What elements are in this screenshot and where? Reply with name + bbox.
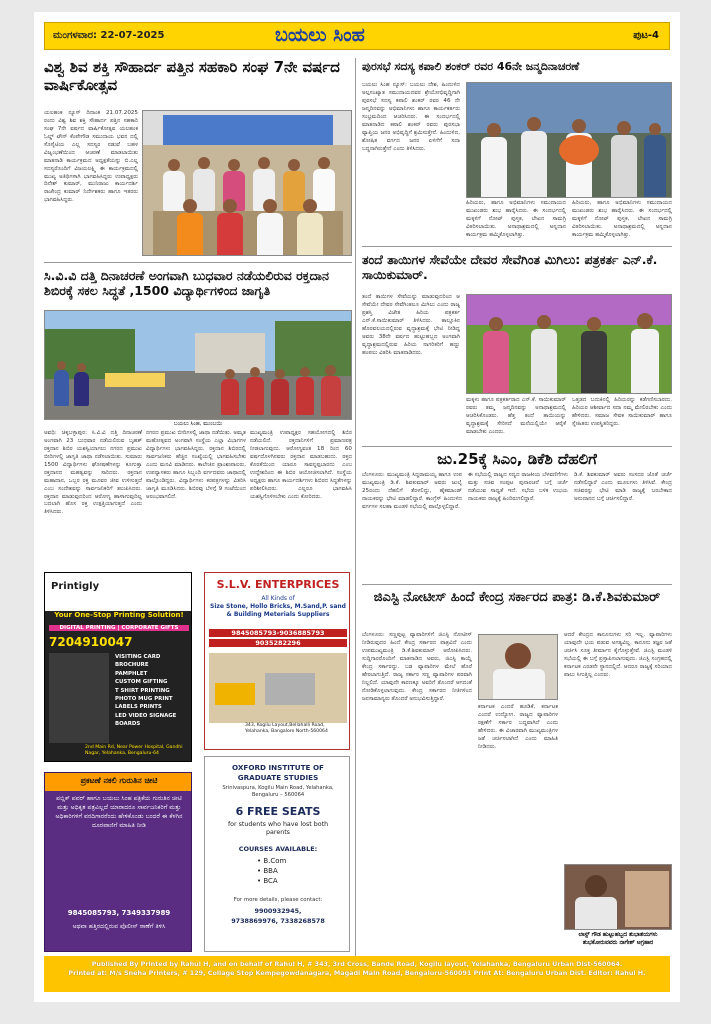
oxford-contact-label: For more details, please contact:: [233, 897, 323, 903]
oxford-seats: 6 FREE SEATS: [235, 805, 321, 818]
article-3-body: ಬಯಲು ಸಿಂಹ ನ್ಯೂಸ್: ಬಯಲು ದೇಶ, ಹಿಂದುಳಿದ ಅಲ್ಪಸಂಖ್ಯಾತ ಸಮುದಾಯದವರ ಶ್ರೇಯೋಭಿವೃದ್ಧಿಗಾಗಿ ಪುರಸಭೆ ಸದಸ್ಯ ಕಪಾಲಿ ಶಂಕರ್ ರವರ 46 ನೇ ಜನ್ಮದಿನವನ್ನು ಅಭಿಮಾನಿಗಳು ಹಾಗೂ ಕಾರ್ಯಕರ್ತರು ಸಂಭ್ರಮದಿಂದ ಆಚರಿಸಿದರು. ಈ ಸಂದರ್ಭದಲ್ಲಿ ಮಾತನಾಡಿದ ಕಪಾಲಿ ಶಂಕರ್ ರವರು ಪುರಸಭಾ ವ್ಯಾಪ್ತಿಯ ಜನರ ಅಭಿವೃದ್ಧಿಗೆ ಶ್ರಮಿಸುತ್ತೇನೆ. ಹಿಂದುಳಿದ, ಶೋಷಿತ ವರ್ಗದ ಜನರ ಏಳಿಗೆಗೆ ಸದಾ ಬದ್ಧನಾಗಿರುತ್ತೇನೆ ಎಂದು ತಿಳಿಸಿದರು.: [362, 82, 460, 152]
birthday-wish-caption: ಲಾಸ್ಟ್ ಗೌಡ ಹುಟ್ಟುಹಬ್ಬದ ಶುಭಾಶಯಗಳು ಶುಭಕೋರುವವರು ನಾಗೇಶ್ ಅಗ್ರಹಾರ: [578, 932, 658, 946]
oxford-institute-ad: [204, 756, 350, 952]
slv-items: Size Stone, Hollo Bricks, M.Sand,P. sand & Building Meterials Suppliers: [210, 603, 346, 618]
article-2-body-col3: ಮುಖ್ಯಮಂತ್ರಿ ಉಪಾಧ್ಯಕ್ಷರ ಸಹಯೋಗದಲ್ಲಿ ಶಿಬಿರ ನಡೆಯಲಿದೆ. ರಕ್ತದಾನಿಗಳಿಗೆ ಪ್ರಮಾಣಪತ್ರ ನೀಡಲಾಗುವುದು. ಆರೋಗ್ಯವಂತ 18 ರಿಂದ 60 ವರ್ಷದೊಳಗಿನವರು ರಕ್ತದಾನ ಮಾಡಬಹುದು. ರಕ್ತದ ಕೊರತೆಯಿಂದ ಯಾರೂ ಸಾವನ್ನಪ್ಪಬಾರದು ಎಂಬ ಉದ್ದೇಶದಿಂದ ಈ ಶಿಬಿರ ಆಯೋಜಿಸಲಾಗಿದೆ. ಸಂಸ್ಥೆಯ ಅಧ್ಯಕ್ಷರು ಹಾಗೂ ಕಾರ್ಯದರ್ಶಿಗಳು ಶಿಬಿರದ ಸಿದ್ಧತೆಗಳನ್ನು ಪರಿಶೀಲಿಸಿದರು. ಎಲ್ಲರೂ ಭಾಗವಹಿಸಿ ಯಶಸ್ವಿಗೊಳಿಸಬೇಕು ಎಂದು ಕೋರಿದರು.: [250, 430, 352, 500]
oxford-eligibility: for students who have lost both parents: [227, 821, 329, 837]
notice-title: ಪ್ರಕಟಣೆ ನಕಲಿ ಗುರುತಿನ ಚೀಟಿ: [45, 773, 192, 791]
article-3-body-col2: ಹಿರಿಯರು, ಹಾಗೂ ಅಭಿಮಾನಿಗಳು ಸಮುದಾಯದ ಮುಖಂಡರು ಶುಭ ಹಾರೈಸಿದರು. ಈ ಸಂದರ್ಭದಲ್ಲಿ ಮಕ್ಕಳಿಗೆ ನೋಟ್ ಪುಸ್ತಕ, ಲೇಖನ ಸಾಮಗ್ರಿ ವಿತರಿಸಲಾಯಿತು. ಅನಾಥಾಶ್ರಮದಲ್ಲಿ ಅನ್ನದಾನ ಕಾರ್ಯಕ್ರಮ ಹಮ್ಮಿಕೊಳ್ಳಲಾಗಿತ್ತು.: [466, 200, 566, 238]
slv-address: 343, Kogilu Layout,Bellahalli Road, Yelahanka, Bangalore North-560064: [245, 723, 328, 734]
article-3-body-col3: ಹಿರಿಯರು, ಹಾಗೂ ಅಭಿಮಾನಿಗಳು ಸಮುದಾಯದ ಮುಖಂಡರು ಶುಭ ಹಾರೈಸಿದರು. ಈ ಸಂದರ್ಭದಲ್ಲಿ ಮಕ್ಕಳಿಗೆ ನೋಟ್ ಪುಸ್ತಕ, ಲೇಖನ ಸಾಮಗ್ರಿ ವಿತರಿಸಲಾಯಿತು. ಅನಾಥಾಶ್ರಮದಲ್ಲಿ ಅನ್ನದಾನ ಕಾರ್ಯಕ್ರಮ ಹಮ್ಮಿಕೊಳ್ಳಲಾಗಿತ್ತು.: [572, 200, 672, 238]
article-4-body-col3: ಒತ್ತಡದ ಬದುಕಿನಲ್ಲಿ ಹಿರಿಯರನ್ನು ಕಡೆಗಣಿಸಬಾರದು. ಹಿರಿಯರ ಆಶೀರ್ವಾದ ಸದಾ ನಮ್ಮ ಮೇಲಿರಬೇಕು ಎಂದು ಹೇಳಿದರು. ಸಮಾಜ ಸೇವಕ ಸಾಯಿಕುಮಾರ್ ಹಾಗೂ ಸ್ನೇಹಿತರು ಉಪಸ್ಥಿತರಿದ್ದರು.: [572, 397, 672, 427]
printigly-tagline: Your One-Stop Printing Solution!: [54, 611, 184, 619]
imprint-line-2: Printed at: M/s Sneha Printers, # 129, Collage Stop Kempegowdanagara, Magadi Main Road, Bengaluru-560091 Print At: Bengaluru Urban Dist. Editor: Rahul H.: [68, 969, 646, 978]
birthday-wish-photo: [564, 864, 672, 930]
printigly-ad: [44, 572, 192, 762]
slv-phones: 9845085793-9036885793: [209, 629, 347, 637]
printigly-brand: Printigly: [51, 581, 100, 592]
notice-body: ಪಬ್ಲಿಕ್ ಪವರ್ ಹಾಗೂ ಬಯಲು ಸಿಂಹ ಪತ್ರಿಕೆಯ ಗುರುತಿನ ಚೀಟಿ ಮತ್ತು ಅಧಿಕೃತ ಪತ್ರವಿಲ್ಲದೆ ಯಾರಾದರೂ ಸಾರ್ವಜನಿಕರಿಗೆ ಮತ್ತು ಅಧಿಕಾರಿಗಳಿಗೆ ವರದಿಗಾರರೆಂದು ಹೇಳಿಕೊಂಡು ಬಂದರೆ ಈ ಕೆಳಗಿನ ದೂರವಾಣಿಗೆ ಮಾಹಿತಿ ನೀಡಿ: [55, 795, 183, 829]
article-5-body-col1: ಬೆಂಗಳೂರು: ಮುಖ್ಯಮಂತ್ರಿ ಸಿದ್ದರಾಮಯ್ಯ ಹಾಗೂ ಉಪ ಮುಖ್ಯಮಂತ್ರಿ ಡಿ.ಕೆ. ಶಿವಕುಮಾರ್ ಅವರು ಜುಲೈ 25ರಂದು ದೆಹಲಿಗೆ ತೆರಳಲಿದ್ದು, ಹೈಕಮಾಂಡ್ ನಾಯಕರನ್ನು ಭೇಟಿ ಮಾಡಲಿದ್ದಾರೆ. ಕಾಂಗ್ರೆಸ್ ಹಿಂದುಳಿದ ವರ್ಗಗಳ ಸಲಹಾ ಮಂಡಳಿ ಸಭೆಯಲ್ಲಿ ಪಾಲ್ಗೊಳ್ಳಲಿದ್ದಾರೆ.: [362, 472, 462, 510]
article-4-body-col2: ಮಕ್ಕಳು ಹಾಗೂ ಪತ್ರಕರ್ತರಾದ ಎನ್.ಕೆ. ಸಾಯಿಕುಮಾರ್ ರವರು ತಮ್ಮ ಜನ್ಮದಿನವನ್ನು ಅನಾಥಾಶ್ರಮದಲ್ಲಿ ಆಚರಿಸಿಕೊಂಡರು. ಹೆತ್ತ ತಂದೆ ತಾಯಿಯನ್ನು ವೃದ್ಧಾಶ್ರಮಕ್ಕೆ ಸೇರಿಸದೆ ಮನೆಯಲ್ಲಿಯೇ ಆರೈಕೆ ಮಾಡಬೇಕು ಎಂದರು.: [466, 397, 566, 435]
article-4-body: ತಂದೆ ತಾಯಿಗಳ ಸೇವೆಯನ್ನು ಮಾಡುವುದರಿಂದ ಆ ಸೇವೆಯೇ ದೇವರ ಸೇವೆಗಿಂತಲೂ ಮಿಗಿಲು ಎಂದು ರಾಜ್ಯ ಪ್ರಶಸ್ತಿ ವಿಜೇತ ಹಿರಿಯ ಪತ್ರಕರ್ತ ಎನ್.ಕೆ.ಸಾಯಿಕುಮಾರ್ ತಿಳಿಸಿದರು. ತಾಲ್ಲೂಕಿನ ಹೊರವಲಯದಲ್ಲಿರುವ ವೃದ್ಧಾಶ್ರಮಕ್ಕೆ ಭೇಟಿ ನೀಡಿದ್ದ ಅವರು 38ನೇ ವರ್ಷದ ಹುಟ್ಟುಹಬ್ಬದ ಅಂಗವಾಗಿ ವೃದ್ಧಾಶ್ರಮದಲ್ಲಿರುವ ಹಿರಿಯ ನಾಗರಿಕರಿಗೆ ಹಣ್ಣು ಹಂಪಲು ವಿತರಿಸಿ ಮಾತನಾಡಿದರು.: [362, 294, 460, 356]
birthday-garland-photo: [466, 82, 672, 198]
notice-footer: ಅಥವಾ ಹತ್ತಿರದಲ್ಲಿರುವ ಪೊಲೀಸ್ ಠಾಣೆಗೆ ತಿಳಿಸಿ: [72, 923, 166, 930]
printigly-address: 2nd Main Rd, Near Power Hospital, Gandhi Nagar, Yelahanka, Bengaluru-64: [85, 745, 183, 756]
printigly-sub: DIGITAL PRINTING | CORPORATE GIFTS: [49, 625, 189, 631]
oxford-phone-2: 9738869976, 7338268578: [231, 917, 325, 925]
oldage-home-visit-photo: [466, 294, 672, 394]
column-divider: [355, 58, 356, 958]
slv-phone2: 9035282296: [209, 639, 347, 647]
imprint-line-1: Published By Printed by Rahul H, and on behalf of Rahul H, # 343, 3rd Cross, Bande Road, Kogilu layout, Yelahanka, Bengaluru Urban Dist-560064.: [91, 960, 623, 968]
divider: [362, 246, 672, 247]
dk-shivakumar-photo: [478, 634, 558, 700]
masthead: [44, 22, 670, 50]
oxford-courses-heading: COURSES AVAILABLE:: [238, 845, 318, 853]
issue-date: ಮಂಗಳವಾರ: 22-07-2025: [53, 30, 165, 41]
divider: [362, 446, 672, 447]
article-1-body: ಯಲಹಂಕ ನ್ಯೂಸ್ ದಿನಾಂಕ 21.07.2025 ರಂದು ವಿಶ್ವ ಶಿವ ಶಕ್ತಿ ಸೌಹಾರ್ದ ಪತ್ತಿನ ಸಹಕಾರಿ ಸಂಘ 7ನೇ ವರ್ಷದ ವಾರ್ಷಿಕೋತ್ಸವ ಯಲಹಂಕ ಓಲ್ಡ್ ಟೌನ್ ಕೆಂಪೇಗೌಡ ಸಮುದಾಯ ಭವನ ದಲ್ಲಿ ಸೊಸೈಟಿಯ ಎಲ್ಲ ಸದಸ್ಯರ ನಡುವೆ ಬಹಳ ವಿಜೃಂಭಣೆಯಿಂದ ಆಚರಣೆ ಮಾಡಲಾಯಿತು ಮಾತನಾಡಿ ಕಾರ್ಯಕ್ರಮದ ಅಧ್ಯಕ್ಷತೆಯನ್ನು ಬಿ.ಎಲ್ಲ ಸದಸ್ಯರೊಂದಿಗೆ ವಿಜಯಲಕ್ಷ್ಮಿ ಈ ಕಾರ್ಯಕ್ರಮದಲ್ಲಿ ಮುಖ್ಯ ಅತಿಥಿಗಳಾಗಿ ಭಾಗವಹಿಸಿದ್ದರು ಉಪಾಧ್ಯಕ್ಷರು ದಿನೇಶ್ ಕುಮಾರ್, ಮುನಿರಾಜು ಕಾರ್ಯದರ್ಶಿ ರಾಜೇಂದ್ರ ಕುಮಾರ್ ನಿರ್ದೇಶಕರು ಹಾಗೂ ಇತರರು ಭಾಗವಹಿಸಿದ್ದರು.: [44, 110, 138, 204]
article-6-body-col3: ಆದರೆ ಕೇಂದ್ರದ ಕಾನೂನುಗಳು ಸರಿ ಇಲ್ಲ. ವ್ಯಾಪಾರಿಗಳು ಯಾವುದೇ ಭಯ ಪಡುವ ಅಗತ್ಯವಿಲ್ಲ. ಕಾನೂನು ತಜ್ಞರ ಜತೆ ಚರ್ಚಿಸಿ ಸೂಕ್ತ ತೀರ್ಮಾನ ಕೈಗೊಳ್ಳುತ್ತೇವೆ. ಜಿಎಸ್ಟಿ ಮಂಡಳಿ ಸಭೆಯಲ್ಲಿ ಈ ಬಗ್ಗೆ ಪ್ರಸ್ತಾಪಿಸಲಾಗುವುದು. ಜಿಎಸ್ಟಿ ಸಂಗ್ರಹದಲ್ಲಿ ಕರ್ನಾಟಕ ಎರಡನೇ ಸ್ಥಾನದಲ್ಲಿದೆ. ಆದರೂ ರಾಜ್ಯಕ್ಕೆ ಸರಿಯಾದ ಪಾಲು ಸಿಗುತ್ತಿಲ್ಲ ಎಂದರು.: [564, 632, 672, 678]
printigly-services: VISITING CARD BROCHURE PAMPHLET CUSTOM GIFTING T SHIRT PRINTING PHOTO MUG PRINT LABELS PRINTS LED VIDEO SIGNAGE BOARDS: [115, 654, 177, 727]
slv-title: S.L.V. ENTERPRICES: [216, 578, 340, 591]
divider: [44, 262, 352, 263]
article-2-headline: ಸಿ.ವಿ.ವಿ ದತ್ತಿ ದಿನಾಚರಣೆ ಅಂಗವಾಗಿ ಬುಧವಾರ ನಡೆಯಲಿರುವ ರಕ್ತದಾನ ಶಿಬಿರಕ್ಕೆ ಸಕಲ ಸಿದ್ಧತೆ ,1500 ವಿದ್ಯಾರ್ಥಿಗಳಿಂದ ಜಾಗೃತಿ: [44, 268, 329, 298]
article-2-body-col2: ನಗರದ ಪ್ರಮುಖ ಬೀದಿಗಳಲ್ಲಿ ಜಾಥಾ ನಡೆಯಿತು. ಅಮೃತ ಮಹೋತ್ಸವದ ಅಂಗವಾಗಿ ಸಂಸ್ಥೆಯ ಎಲ್ಲಾ ವಿಭಾಗಗಳ ವಿದ್ಯಾರ್ಥಿಗಳು ಭಾಗವಹಿಸಿದ್ದರು. ರಕ್ತದಾನ ಶಿಬಿರದಲ್ಲಿ ಸಾರ್ವಜನಿಕರು ಹೆಚ್ಚಿನ ಸಂಖ್ಯೆಯಲ್ಲಿ ಭಾಗವಹಿಸಬೇಕು ಎಂದು ಮನವಿ ಮಾಡಿದರು. ಕಾಲೇಜಿನ ಪ್ರಾಂಶುಪಾಲರು, ಉಪನ್ಯಾಸಕರು ಹಾಗೂ ಸಿಬ್ಬಂದಿ ವರ್ಗದವರು ಜಾಥಾದಲ್ಲಿ ಪಾಲ್ಗೊಂಡಿದ್ದರು. ವಿದ್ಯಾರ್ಥಿಗಳು ಕರಪತ್ರಗಳನ್ನು ವಿತರಿಸಿ ಜಾಗೃತಿ ಮೂಡಿಸಿದರು. ಶಿಬಿರವು ಬೆಳಗ್ಗೆ 9 ಗಂಟೆಯಿಂದ ಆರಂಭವಾಗಲಿದೆ.: [146, 430, 246, 500]
oxford-title-1: OXFORD INSTITUTE OF: [232, 763, 324, 772]
slv-enterprises-ad: [204, 572, 350, 750]
newspaper-page: [34, 12, 680, 1002]
article-2-body-col1: ಅವಧಿ: ಚಿಕ್ಕಬಳ್ಳಾಪುರ: ಸಿ.ವಿ.ವಿ ದತ್ತಿ ದಿನಾಚರಣೆ ಅಂಗವಾಗಿ 23 ಬುಧವಾರ ನಡೆಯಲಿರುವ ಬೃಹತ್ ರಕ್ತದಾನ ಶಿಬಿರ ಯಶಸ್ವಿಯಾಗಲು ನಗರದ ಪ್ರಮುಖ ಬೀದಿಗಳಲ್ಲಿ ಜಾಗೃತಿ ಜಾಥಾ ನಡೆಸಲಾಯಿತು. ಸುಮಾರು 1500 ವಿದ್ಯಾರ್ಥಿಗಳು ಘೋಷಣೆಗಳನ್ನು ಕೂಗುತ್ತಾ ರಕ್ತದಾನದ ಮಹತ್ವವನ್ನು ಸಾರಿದರು. ರಕ್ತದಾನ ಮಹಾದಾನ, ಒಬ್ಬರ ರಕ್ತ ಮೂವರ ಜೀವ ಉಳಿಸುತ್ತದೆ ಎಂಬ ಸಂದೇಶವನ್ನು ಸಾರ್ವಜನಿಕರಿಗೆ ತಲುಪಿಸಿದರು. ರಕ್ತದಾನ ಮಾಡುವುದರಿಂದ ಆರೋಗ್ಯ ಹಾಳಾಗುವುದಿಲ್ಲ ಬದಲಾಗಿ ಹೊಸ ರಕ್ತ ಉತ್ಪತ್ತಿಯಾಗುತ್ತದೆ ಎಂದು ತಿಳಿಸಿದರು.: [44, 430, 142, 516]
article-6-body-col2: ಕರ್ನಾಟಕ ಎಂದರೆ ಹೂಡಿಕೆ, ಕರ್ನಾಟಕ ಎಂದರೆ ಉದ್ಯೋಗ. ರಾಜ್ಯದ ವ್ಯಾಪಾರಿಗಳ ರಕ್ಷಣೆಗೆ ಸರ್ಕಾರ ಬದ್ಧವಾಗಿದೆ ಎಂದು ಹೇಳಿದರು. ಈ ವಿಚಾರವಾಗಿ ಮುಖ್ಯಮಂತ್ರಿಗಳ ಜತೆ ಚರ್ಚಿಸಲಾಗಿದೆ ಎಂದು ಮಾಹಿತಿ ನೀಡಿದರು.: [478, 704, 558, 750]
article-5-body-col2: ಈ ಸಭೆಯಲ್ಲಿ ರಾಜ್ಯದ ಸದ್ಯದ ರಾಜಕೀಯ ಬೆಳವಣಿಗೆಗಳು ಮತ್ತು ಸಚಿವ ಸಂಪುಟ ಪುನಾರಚನೆ ಬಗ್ಗೆ ಚರ್ಚೆ ನಡೆಯುವ ಸಾಧ್ಯತೆ ಇದೆ. ಸಭೆಯ ಬಳಿಕ ಉಭಯ ನಾಯಕರು ರಾಜ್ಯಕ್ಕೆ ಹಿಂದಿರುಗಲಿದ್ದಾರೆ.: [468, 472, 568, 502]
oxford-title-2: GRADUATE STUDIES: [237, 773, 319, 782]
imprint-footer: [44, 956, 670, 992]
oxford-course-list: • B.Com • BBA • BCA: [257, 857, 287, 886]
blood-donation-rally-photo: [44, 310, 352, 420]
oxford-phone-1: 9900932945,: [254, 907, 302, 915]
newspaper-name: ಬಯಲು ಸಿಂಹ: [275, 24, 365, 46]
article-3-headline: ಪುರಸಭೆ ಸದಸ್ಯ ಕಪಾಲಿ ಶಂಕರ್ ರವರ 46ನೇ ಜನ್ಮದಿನಾಚರಣೆ: [362, 60, 580, 73]
slv-sub: All Kinds of: [261, 595, 295, 602]
article-6-body-col1: ಬೆಂಗಳೂರು: ಸಣ್ಣಪುಟ್ಟ ವ್ಯಾಪಾರಿಗಳಿಗೆ ಜಿಎಸ್ಟಿ ನೋಟೀಸ್ ನೀಡಿರುವುದರ ಹಿಂದೆ ಕೇಂದ್ರ ಸರ್ಕಾರದ ಪಾತ್ರವಿದೆ ಎಂದು ಉಪಮುಖ್ಯಮಂತ್ರಿ ಡಿ.ಕೆ.ಶಿವಕುಮಾರ್ ಆರೋಪಿಸಿದರು. ಸುದ್ದಿಗಾರರೊಂದಿಗೆ ಮಾತನಾಡಿದ ಅವರು, ಜಿಎಸ್ಟಿ ಕಾಯ್ದೆ ಕೇಂದ್ರ ಸರ್ಕಾರದ್ದು. ಬಡ ವ್ಯಾಪಾರಿಗಳ ಮೇಲೆ ಹೊರೆ ಹೇರಲಾಗುತ್ತಿದೆ. ರಾಜ್ಯ ಸರ್ಕಾರ ಸಣ್ಣ ವ್ಯಾಪಾರಿಗಳ ಪರವಾಗಿ ನಿಲ್ಲಲಿದೆ. ಯಾವುದೇ ಕಾರಣಕ್ಕೂ ಅವರಿಗೆ ತೊಂದರೆ ಆಗದಂತೆ ನೋಡಿಕೊಳ್ಳಲಾಗುವುದು. ಕೇಂದ್ರ ಸರ್ಕಾರದ ನೀತಿಗಳಿಂದ ಜನಸಾಮಾನ್ಯರು ತೊಂದರೆ ಅನುಭವಿಸುತ್ತಿದ್ದಾರೆ.: [362, 632, 472, 702]
article-5-body-col3: ಡಿ.ಕೆ. ಶಿವಕುಮಾರ್ ಅವರು ಸಂಸದರ ಜೊತೆ ಚರ್ಚೆ ನಡೆಸಲಿದ್ದಾರೆ ಎಂದು ಮೂಲಗಳು ತಿಳಿಸಿವೆ. ಕೇಂದ್ರ ಸಚಿವರನ್ನು ಭೇಟಿ ಮಾಡಿ ರಾಜ್ಯಕ್ಕೆ ಬರಬೇಕಾದ ಅನುದಾನದ ಬಗ್ಗೆ ಚರ್ಚಿಸಲಿದ್ದಾರೆ.: [574, 472, 672, 502]
article-6-headline: ಜಿಎಸ್ಟಿ ನೋಟೀಸ್ ಹಿಂದೆ ಕೇಂದ್ರ ಸರ್ಕಾರದ ಪಾತ್ರ: ಡಿ.ಕೆ.ಶಿವಕುಮಾರ್: [373, 590, 661, 605]
society-anniversary-photo: [142, 110, 352, 256]
divider: [362, 584, 672, 585]
article-4-headline: ತಂದೆ ತಾಯಿಗಳ ಸೇವೆಯೇ ದೇವರ ಸೇವೆಗಿಂತ ಮಿಗಿಲು: ಪತ್ರಕರ್ತ ಎನ್.ಕೆ. ಸಾಯಿಕುಮಾರ್.: [362, 252, 658, 282]
oxford-address: Srinivaspura, Kogilu Main Road, Yelahanka, Bengaluru – 560064: [222, 785, 334, 798]
notice-phones: 9845085793, 7349337989: [67, 909, 171, 917]
article-1-headline: ವಿಶ್ವ ಶಿವ ಶಕ್ತಿ ಸೌಹಾರ್ದ ಪತ್ತಿನ ಸಹಕಾರಿ ಸಂಘ 7ನೇ ವರ್ಷದ ವಾರ್ಷಿಕೋತ್ಸವ: [44, 58, 340, 94]
article-2-caption: ಬಯಲು ಸಿಂಹ, ಮುಂಬಯಿ: [173, 421, 223, 427]
page-number: ಪುಟ-4: [633, 30, 659, 41]
fake-id-notice: [44, 772, 192, 952]
printigly-phone: 7204910047: [49, 635, 133, 649]
article-5-headline: ಜು.25ಕ್ಕೆ ಸಿಎಂ, ಡಿಕೆಶಿ ದೆಹಲಿಗೆ: [437, 450, 597, 468]
